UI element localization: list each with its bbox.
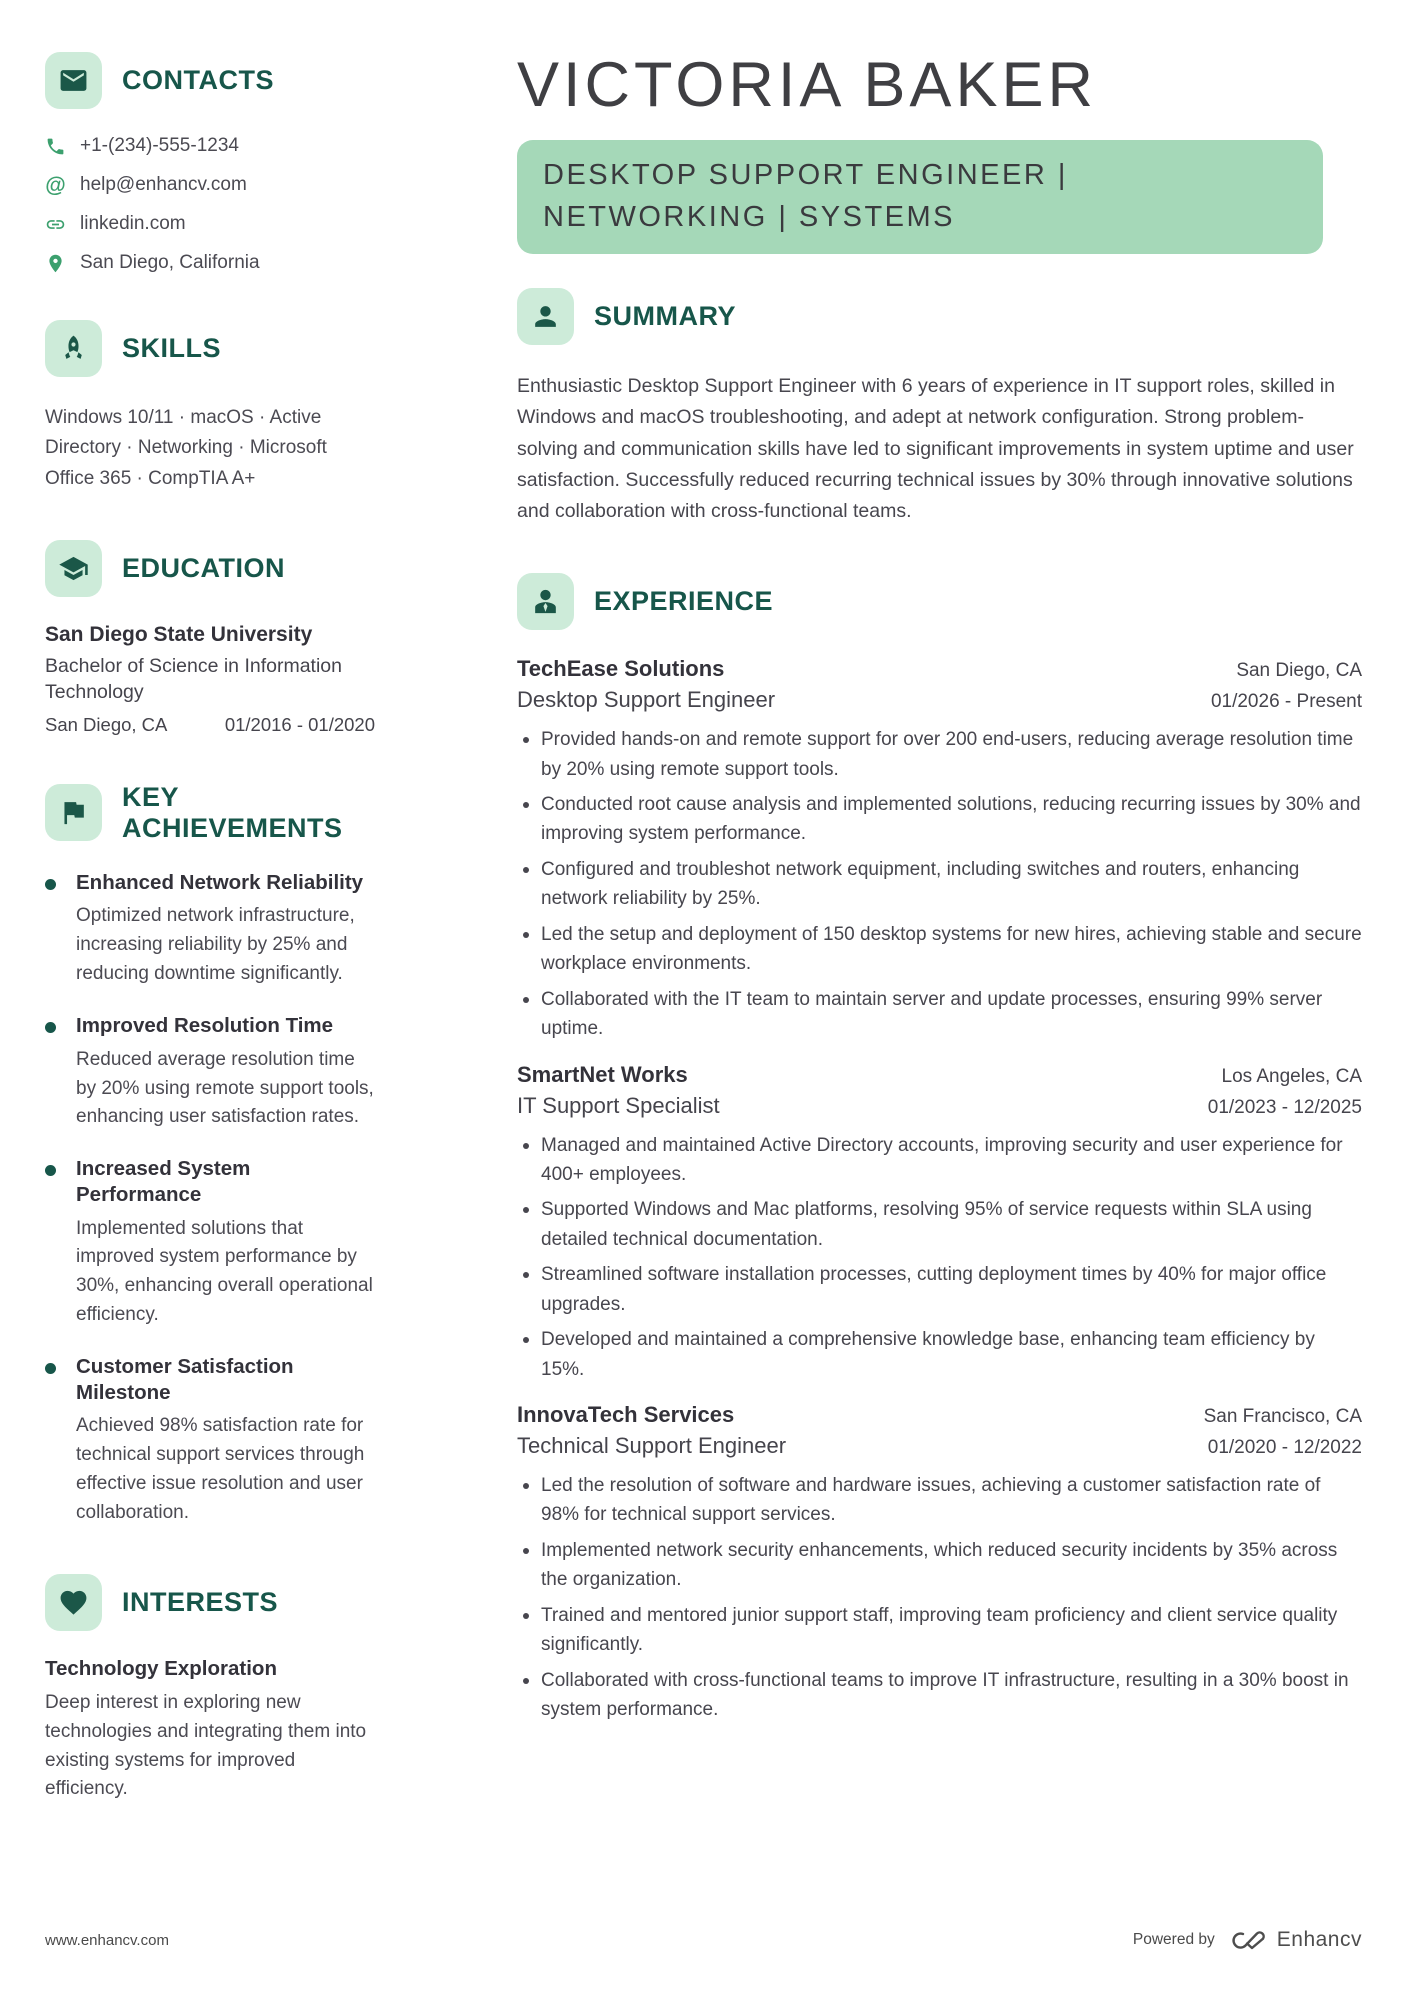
enhancv-logo-icon xyxy=(1229,1927,1269,1953)
job-dates: 01/2026 - Present xyxy=(1210,691,1362,713)
interests-heading: INTERESTS xyxy=(122,1586,279,1617)
job-bullet: Collaborated with the IT team to maintain server and update processes, ensuring 99% server uptime. xyxy=(517,985,1362,1044)
flag-icon xyxy=(45,784,102,841)
powered-by-label: Powered by xyxy=(1132,1931,1215,1948)
job-title-badge xyxy=(517,140,1323,254)
achievement-description: Reduced average resolution time by 20% using remote support tools, enhancing user satisfaction rates. xyxy=(76,1048,374,1128)
job-bullet: Led the setup and deployment of 150 desktop systems for new hires, achieving stable and secure workplace environments. xyxy=(517,920,1362,979)
achievement-item xyxy=(45,1354,375,1528)
achievement-description: Optimized network infrastructure, increasing reliability by 25% and reducing downtime significantly. xyxy=(76,905,355,985)
section-contacts xyxy=(45,52,375,274)
job-bullet: Configured and troubleshot network equipment, including switches and routers, enhancing network reliability by 25%. xyxy=(517,855,1362,914)
job-company: TechEase Solutions xyxy=(517,656,725,682)
person-icon xyxy=(517,288,574,345)
contacts-heading: CONTACTS xyxy=(122,65,274,95)
key-achievements-heading: KEY ACHIEVEMENTS xyxy=(122,781,343,843)
sidebar xyxy=(45,52,375,1850)
job-location: San Diego, CA xyxy=(1236,660,1362,682)
job-role: Technical Support Engineer xyxy=(517,1433,787,1459)
interest-description: Deep interest in exploring new technologies and integrating them into existing systems for improved efficiency. xyxy=(45,1691,367,1800)
job-bullet: Collaborated with cross-functional teams to improve IT infrastructure, resulting in a 30% boost in system performance. xyxy=(517,1666,1362,1725)
enhancv-logo[interactable] xyxy=(1229,1927,1362,1953)
link-icon xyxy=(45,214,66,235)
education-location: San Diego, CA xyxy=(45,713,168,735)
achievement-title: Improved Resolution Time xyxy=(76,1014,334,1038)
achievement-item xyxy=(45,870,375,989)
section-key-achievements xyxy=(45,782,375,1528)
achievement-description: Implemented solutions that improved system performance by 30%, enhancing overall operational efficiency. xyxy=(76,1217,373,1326)
location-icon xyxy=(45,253,66,274)
location-text: San Diego, California xyxy=(80,252,260,273)
phone-number: +1-(234)-555-1234 xyxy=(80,135,239,156)
contact-email[interactable] xyxy=(45,174,375,196)
achievement-title: Increased System Performance xyxy=(76,1157,251,1206)
contact-linkedin[interactable] xyxy=(45,213,375,235)
experience-entry xyxy=(517,1402,1362,1725)
achievement-title: Enhanced Network Reliability xyxy=(76,870,364,894)
section-skills xyxy=(45,320,375,494)
bullet-dot xyxy=(45,1022,56,1033)
education-school: San Diego State University xyxy=(45,623,313,647)
job-bullet: Implemented network security enhancements, which reduced security incidents by 35% across the organization. xyxy=(517,1536,1362,1595)
skills-heading: SKILLS xyxy=(122,333,222,363)
contact-location xyxy=(45,252,375,274)
job-bullet: Supported Windows and Mac platforms, resolving 95% of service requests within SLA using detailed technical documentation. xyxy=(517,1195,1362,1254)
job-location: Los Angeles, CA xyxy=(1221,1065,1362,1087)
summary-heading: SUMMARY xyxy=(594,301,736,332)
job-title-text: DESKTOP SUPPORT ENGINEER | NETWORKING | SYSTEMS xyxy=(543,159,1068,234)
email-link[interactable]: help@enhancv.com xyxy=(80,174,247,195)
phone-icon xyxy=(45,136,66,157)
achievement-description: Achieved 98% satisfaction rate for technical support services through effective issue resolution and user collaboration. xyxy=(76,1415,365,1523)
bullet-dot xyxy=(45,1165,56,1176)
job-bullet-list xyxy=(517,1471,1362,1725)
education-degree: Bachelor of Science in Information Technology xyxy=(45,655,342,704)
footer-url[interactable]: www.enhancv.com xyxy=(45,1931,169,1949)
job-bullet: Led the resolution of software and hardware issues, achieving a customer satisfaction rate of 98% for technical support services. xyxy=(517,1471,1362,1530)
job-bullet: Conducted root cause analysis and implemented solutions, reducing recurring issues by 30% and improving system performance. xyxy=(517,790,1362,849)
linkedin-link[interactable]: linkedin.com xyxy=(80,213,186,234)
achievement-title: Customer Satisfaction Milestone xyxy=(76,1355,294,1404)
job-bullet: Developed and maintained a comprehensive knowledge base, enhancing team efficiency by 15%. xyxy=(517,1325,1362,1384)
section-education xyxy=(45,540,375,736)
page-footer xyxy=(45,1927,1362,1953)
rocket-icon xyxy=(45,320,102,377)
bullet-dot xyxy=(45,879,56,890)
job-role: IT Support Specialist xyxy=(517,1092,720,1118)
achievement-item xyxy=(45,1013,375,1132)
at-icon: @ xyxy=(45,173,66,197)
enhancv-brand-name: Enhancv xyxy=(1276,1928,1362,1951)
education-heading: EDUCATION xyxy=(122,553,285,584)
candidate-name: VICTORIA BAKER xyxy=(517,50,1097,120)
job-role: Desktop Support Engineer xyxy=(517,687,776,713)
job-dates: 01/2023 - 12/2025 xyxy=(1207,1096,1362,1118)
section-experience xyxy=(517,573,1362,1724)
experience-heading: EXPERIENCE xyxy=(594,586,774,617)
skills-list: Windows 10/11 · macOS · Active Directory · Networking · Microsoft Office 365 · CompTIA A+ xyxy=(45,407,327,489)
job-bullet-list xyxy=(517,1131,1362,1385)
job-bullet: Provided hands-on and remote support for over 200 end-users, reducing average resolution time by 20% using remote support tools. xyxy=(517,725,1362,784)
person-suit-icon xyxy=(517,573,574,630)
heart-icon xyxy=(45,1574,102,1631)
graduation-cap-icon xyxy=(45,540,102,597)
envelope-icon xyxy=(45,52,102,109)
job-bullet: Streamlined software installation processes, cutting deployment times by 40% for major office upgrades. xyxy=(517,1260,1362,1319)
contact-phone xyxy=(45,135,375,157)
summary-text: Enthusiastic Desktop Support Engineer with 6 years of experience in IT support roles, skilled in Windows and macOS troubleshooting, and adept at network configuration. Strong problem-solving and communication skills have led to significant improvements in system uptime and user satisfaction. Successfully reduced recurring technical issues by 30% through innovative solutions and collaboration with cross-functional teams. xyxy=(517,375,1354,522)
job-company: InnovaTech Services xyxy=(517,1402,735,1428)
experience-entry xyxy=(517,656,1362,1043)
achievement-item xyxy=(45,1156,375,1330)
section-summary xyxy=(517,288,1362,527)
job-company: SmartNet Works xyxy=(517,1061,688,1087)
job-location: San Francisco, CA xyxy=(1203,1406,1362,1428)
job-bullet: Managed and maintained Active Directory accounts, improving security and user experience for 400+ employees. xyxy=(517,1131,1362,1190)
main-content xyxy=(435,52,1362,1850)
section-interests xyxy=(45,1574,375,1805)
interest-title: Technology Exploration xyxy=(45,1656,277,1680)
job-bullet: Trained and mentored junior support staff, improving team proficiency and client service quality significantly. xyxy=(517,1601,1362,1660)
job-bullet-list xyxy=(517,725,1362,1043)
experience-entry xyxy=(517,1062,1362,1385)
job-dates: 01/2020 - 12/2022 xyxy=(1207,1437,1362,1459)
education-dates: 01/2016 - 01/2020 xyxy=(224,713,375,735)
bullet-dot xyxy=(45,1363,56,1374)
